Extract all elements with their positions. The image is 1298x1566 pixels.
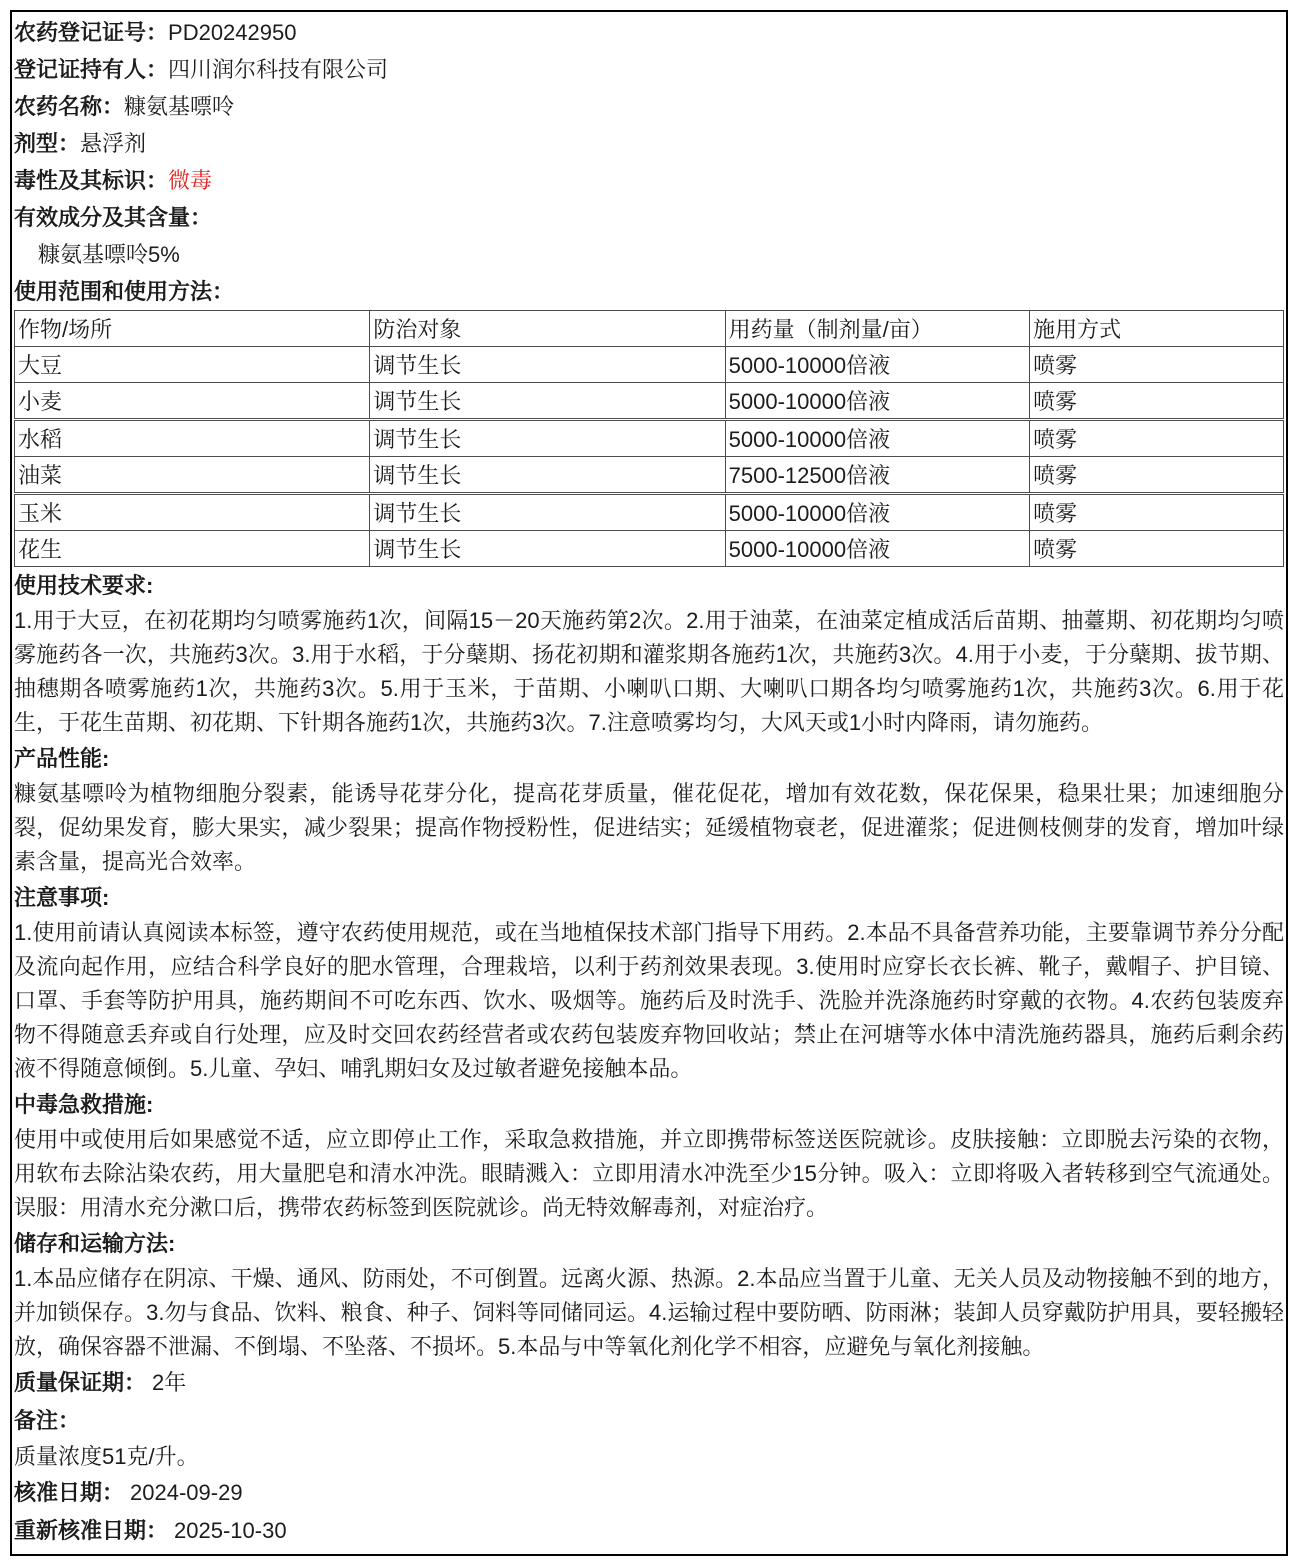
column-header-method: 施用方式 (1030, 311, 1284, 347)
dosage-cell: 7500-12500倍液 (725, 457, 1030, 493)
method-cell: 喷雾 (1030, 421, 1284, 457)
warranty-period-value: 2年 (152, 1370, 187, 1395)
pesticide-name-value: 糠氨基嘌呤 (124, 94, 235, 119)
column-header-target: 防治对象 (370, 311, 725, 347)
precautions-body: 1.使用前请认真阅读本标签，遵守农药使用规范，或在当地植保技术部门指导下用药。2.本品不具备营养功能，主要靠调节养分分配及流向起作用，应结合科学良好的肥水管理，合理栽培，以利于药剂效果表现。3.使用时应穿长衣长裤、靴子，戴帽子、护目镜、口罩、手套等防护用具，施药期间不可吃东西、饮水、吸烟等。施药后及时洗手、洗脸并洗涤施药时穿戴的衣物。4.农药包装废弃物不得随意丢弃或自行处理，应及时交回农药经营者或农药包装废弃物回收站；禁止在河塘等水体中清洗施药器具，施药后剩余药液不得随意倾倒。5.儿童、孕妇、哺乳期妇女及过敏者避免接触本品。 (14, 920, 1284, 1081)
usage-section-heading: 使用范围和使用方法： (14, 279, 235, 304)
target-cell: 调节生长 (370, 421, 725, 457)
crop-cell: 花生 (15, 531, 370, 567)
dosage-cell: 5000-10000倍液 (725, 347, 1030, 383)
reapproval-date-line (14, 1512, 1284, 1550)
usage-table-group-3 (14, 494, 1284, 567)
formulation-label: 剂型： (14, 131, 81, 156)
toxicity-label: 毒性及其标识： (14, 168, 169, 193)
table-row (15, 457, 1284, 493)
formulation-line (14, 125, 1284, 162)
crop-cell: 水稻 (15, 421, 370, 457)
tech-requirements-body: 1.用于大豆，在初花期均匀喷雾施药1次，间隔15－20天施药第2次。2.用于油菜，在油菜定植成活后苗期、抽薹期、初花期均匀喷雾施药各一次，共施药3次。3.用于水稻，于分蘖期、扬花初期和灌浆期各施药1次，共施药3次。4.用于小麦，于分蘖期、拔节期、抽穗期各喷雾施药1次，共施药3次。5.用于玉米，于苗期、小喇叭口期、大喇叭口期各均匀喷雾施药1次，共施药3次。6.用于花生，于花生苗期、初花期、下针期各施药1次，共施药3次。7.注意喷雾均匀，大风天或1小时内降雨，请勿施药。 (14, 608, 1285, 735)
table-row (15, 495, 1284, 531)
table-row (15, 383, 1284, 419)
product-performance-heading: 产品性能: (14, 746, 110, 771)
method-cell: 喷雾 (1030, 383, 1284, 419)
crop-cell: 玉米 (15, 495, 370, 531)
dosage-cell: 5000-10000倍液 (725, 383, 1030, 419)
target-cell: 调节生长 (370, 495, 725, 531)
pesticide-name-line (14, 88, 1284, 125)
active-ingredient-value: 糠氨基嘌呤5% (38, 242, 180, 267)
toxicity-line (14, 162, 1284, 199)
storage-transport-heading: 储存和运输方法: (14, 1231, 176, 1256)
approval-date-line (14, 1474, 1284, 1512)
tech-requirements-heading: 使用技术要求: (14, 573, 154, 598)
formulation-value: 悬浮剂 (80, 131, 147, 156)
usage-table-group-2 (14, 420, 1284, 493)
pesticide-registration-document (10, 10, 1288, 1556)
remark-body: 质量浓度51克/升。 (14, 1444, 199, 1469)
registration-number-label: 农药登记证号： (14, 20, 169, 45)
table-row (15, 531, 1284, 567)
certificate-holder-value: 四川润尔科技有限公司 (168, 57, 389, 82)
reapproval-date-label: 重新核准日期： (14, 1518, 169, 1543)
target-cell: 调节生长 (370, 457, 725, 493)
warranty-period-line (14, 1364, 1284, 1402)
precautions-heading: 注意事项: (14, 885, 110, 910)
crop-cell: 油菜 (15, 457, 370, 493)
target-cell: 调节生长 (370, 531, 725, 567)
target-cell: 调节生长 (370, 383, 725, 419)
column-header-dosage: 用药量（制剂量/亩） (725, 311, 1030, 347)
product-performance-body: 糠氨基嘌呤为植物细胞分裂素，能诱导花芽分化，提高花芽质量，催花促花，增加有效花数，保花保果，稳果壮果；加速细胞分裂，促幼果发育，膨大果实，减少裂果；提高作物授粉性，促进结实；延缓植物衰老，促进灌浆；促进侧枝侧芽的发育，增加叶绿素含量，提高光合效率。 (14, 781, 1284, 874)
registration-number-line (14, 14, 1284, 51)
dosage-cell: 5000-10000倍液 (725, 421, 1030, 457)
target-cell: 调节生长 (370, 347, 725, 383)
method-cell: 喷雾 (1030, 531, 1284, 567)
method-cell: 喷雾 (1030, 495, 1284, 531)
certificate-holder-label: 登记证持有人： (14, 57, 169, 82)
remark-heading: 备注： (14, 1408, 81, 1433)
approval-date-label: 核准日期： (14, 1480, 125, 1505)
registration-number-value: PD20242950 (168, 20, 297, 45)
reapproval-date-value: 2025-10-30 (174, 1518, 287, 1543)
approval-date-value: 2024-09-29 (130, 1480, 243, 1505)
certificate-holder-line (14, 51, 1284, 88)
dosage-cell: 5000-10000倍液 (725, 495, 1030, 531)
method-cell: 喷雾 (1030, 347, 1284, 383)
toxicity-value: 微毒 (168, 168, 213, 193)
crop-cell: 小麦 (15, 383, 370, 419)
column-header-crop: 作物/场所 (15, 311, 370, 347)
table-row (15, 421, 1284, 457)
storage-transport-body: 1.本品应储存在阴凉、干燥、通风、防雨处，不可倒置。远离火源、热源。2.本品应当置于儿童、无关人员及动物接触不到的地方，并加锁保存。3.勿与食品、饮料、粮食、种子、饲料等同储同运。4.运输过程中要防晒、防雨淋；装卸人员穿戴防护用具，要轻搬轻放，确保容器不泄漏、不倒塌、不坠落、不损坏。5.本品与中等氧化剂化学不相容，应避免与氧化剂接触。 (14, 1266, 1284, 1359)
method-cell: 喷雾 (1030, 457, 1284, 493)
usage-table-header-group (14, 310, 1284, 419)
dosage-cell: 5000-10000倍液 (725, 531, 1030, 567)
pesticide-name-label: 农药名称： (14, 94, 125, 119)
crop-cell: 大豆 (15, 347, 370, 383)
usage-table-header-row (15, 311, 1284, 347)
first-aid-body: 使用中或使用后如果感觉不适，应立即停止工作，采取急救措施，并立即携带标签送医院就诊。皮肤接触：立即脱去污染的衣物，用软布去除沾染农药，用大量肥皂和清水冲洗。眼睛溅入：立即用清水冲洗至少15分钟。吸入：立即将吸入者转移到空气流通处。误服：用清水充分漱口后，携带农药标签到医院就诊。尚无特效解毒剂，对症治疗。 (14, 1127, 1284, 1220)
first-aid-heading: 中毒急救措施: (14, 1092, 154, 1117)
active-ingredient-heading: 有效成分及其含量： (14, 205, 213, 230)
table-row (15, 347, 1284, 383)
warranty-period-label: 质量保证期： (14, 1370, 147, 1395)
